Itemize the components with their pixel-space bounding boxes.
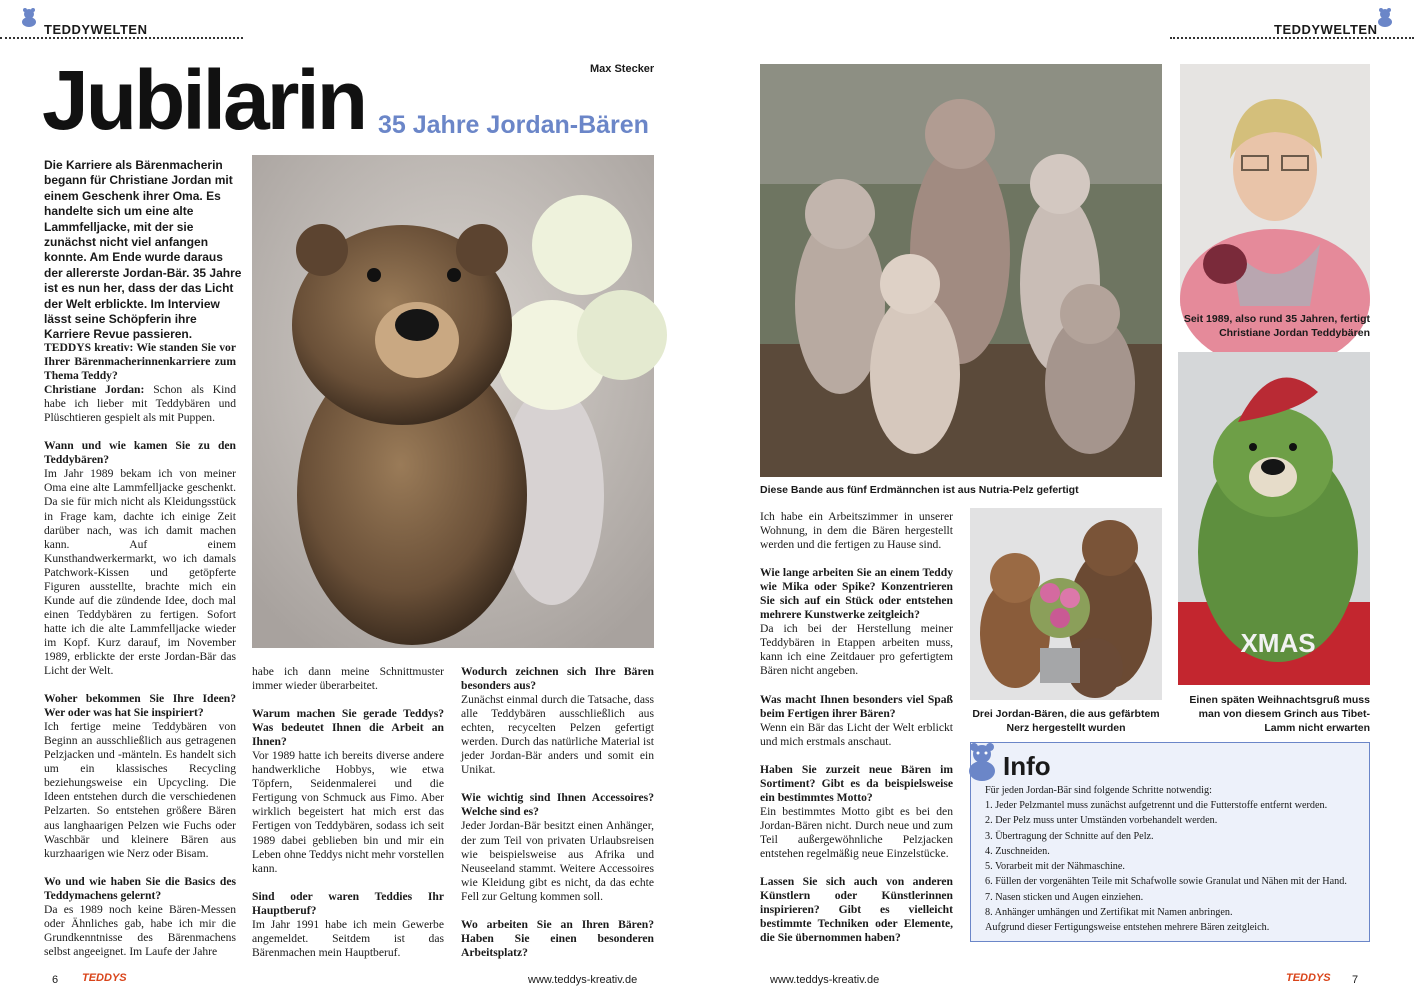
question: Wo arbeiten Sie an Ihren Bären? Haben Sie einen besonderen Arbeitsplatz? — [461, 917, 654, 959]
question: TEDDYS kreativ: Wie standen Sie vor Ihrer Bärenmacherinnenkarriere zum Thema Teddy? — [44, 341, 236, 383]
header-rule-right — [1170, 37, 1414, 39]
question: Wie wichtig sind Ihnen Accessoires? Welche sind es? — [461, 791, 654, 819]
main-bear-photo — [252, 155, 654, 648]
footer-url-right[interactable]: www.teddys-kreativ.de — [770, 974, 880, 986]
info-step: 6. Füllen der vorgenähten Teile mit Schafwolle sowie Granulat und Nähen mit der Hand. — [985, 876, 1347, 888]
answer: Vor 1989 hatte ich bereits diverse andere handwerkliche Hobbys, wie etwa Töpfern, Seidenmalerei und die Fertigung von Schmuck aus Fimo. Aber wirklich begeistert hat mich erst das Fertigen von Teddybären, sodass ich seit 1989 dabei geblieben bin und mir ein Leben ohne Teddys nicht mehr vorstellen kann. — [252, 749, 444, 875]
info-closing: Aufgrund dieser Fertigungsweise entstehen mehrere Bären zeitgleich. — [985, 922, 1270, 934]
article-subtitle: 35 Jahre Jordan-Bären — [378, 111, 649, 139]
text-column-3 — [461, 665, 654, 959]
info-step: 3. Übertragung der Schnitte auf den Pelz. — [985, 830, 1154, 842]
article-intro: Die Karriere als Bärenmacherin begann für Christiane Jordan mit einem Geschenk ihrer Oma. Es handelte sich um eine alte Lammfelljacke, mit der sie zunächst nicht viel anfangen konnte. Am Ende wurde daraus der allererste Jordan-Bär. 35 Jahre ist es nun her, dass der das Licht der Welt erblickte. Im Interview lässt seine Schöpferin ihre Karriere Revue passieren. — [44, 158, 242, 342]
answer: Im Jahr 1989 bekam ich von meiner Oma eine alte Lammfelljacke geschenkt. Da sie für mich nicht als Kleidungsstück in Frage kam, dachte ich einige Zeit darüber nach, was ich damit machen kann. Auf einem Kunsthandwerkermarkt, wo ich damals Patchwork-Kissen und getöpferte Figuren ausstellte, brachte mich ein Kunde auf die zündende Idee, doch mal einen Teddybären zu fertigen. Sofort hatte ich die alte Lammfelljacke wieder im Kopf. Kurz darauf, im November 1989, erblickte der erste Jordan-Bär das Licht der Welt. — [44, 467, 236, 678]
grinch-bear-photo — [1178, 352, 1370, 685]
meerkats-photo — [760, 64, 1162, 477]
page-number-right: 7 — [1352, 974, 1359, 986]
question: Was macht Ihnen besonders viel Spaß beim Fertigen ihrer Bären? — [760, 692, 953, 720]
info-step: 1. Jeder Pelzmantel muss zunächst aufgetrennt und die Futterstoffe entfernt werden. — [985, 800, 1328, 811]
teddys-logo: TEDDYS — [1286, 972, 1331, 984]
question: Haben Sie zurzeit neue Bären im Sortiment? Gibt es da beispielsweise ein bestimmtes Motto? — [760, 762, 953, 804]
question: Wodurch zeichnen sich Ihre Bären besonders aus? — [461, 665, 654, 693]
question: Wann und wie kamen Sie zu den Teddybären? — [44, 439, 236, 467]
question: Lassen Sie sich auch von anderen Künstlern oder Künstlerinnen inspirieren? Gibt es vielleicht bestimmte Techniken oder Elemente, die Sie übernommen haben? — [760, 875, 953, 945]
text-column-1 — [44, 341, 236, 958]
text-column-2 — [252, 665, 444, 959]
teddy-info-icon — [963, 741, 1001, 786]
info-title: Info — [1003, 751, 1051, 781]
article-title: Jubilarin — [42, 53, 366, 147]
section-label-left: TEDDYWELTEN — [44, 22, 148, 37]
info-step: 2. Der Pelz muss unter Umständen vorbehandelt werden. — [985, 815, 1218, 827]
answer: Schon als Kind habe ich lieber mit Teddybären und Plüschtieren gespielt als mit Puppen. — [44, 383, 236, 425]
answer: Wenn ein Bär das Licht der Welt erblickt und mich erstmals anschaut. — [760, 720, 953, 748]
answer: Ein bestimmtes Motto gibt es bei den Jordan-Bären nicht. Durch neue und zum Teil außergewöhnliche Pelzjacken entstehen regelmäßig neue Einzelstücke. — [760, 804, 953, 860]
header-rule-left — [0, 37, 243, 39]
question: Woher bekommen Sie Ihre Ideen? Wer oder was hat Sie inspiriert? — [44, 692, 236, 720]
info-step: 5. Vorarbeit mit der Nähmaschine. — [985, 861, 1125, 873]
three-bears-photo — [970, 508, 1162, 700]
portrait-photo — [1180, 64, 1370, 306]
answer: Ich habe ein Arbeitszimmer in unserer Wohnung, in dem die Bären hergestellt werden und die fertigen zu Hause sind. — [760, 510, 953, 552]
question: Warum machen Sie gerade Teddys? Was bedeutet Ihnen die Arbeit an Ihnen? — [252, 707, 444, 749]
author-name: Max Stecker — [590, 63, 655, 75]
info-lead: Für jeden Jordan-Bär sind folgende Schritte notwendig: — [985, 785, 1212, 796]
answer: Da es 1989 noch keine Bären-Messen oder Ähnliches gab, habe ich mir die Grundkenntnisse des Bärenmachens selbst angeeignet. Im Laufe der Jahre — [44, 902, 236, 958]
caption-portrait: Seit 1989, also rund 35 Jahren, fertigt Christiane Jordan Teddybären — [1183, 313, 1370, 339]
caption-three-bears: Drei Jordan-Bären, die aus gefärbtem Nerz hergestellt wurden — [972, 708, 1160, 734]
text-column-4 — [760, 510, 953, 955]
question: Wo und wie haben Sie die Basics des Teddymachens gelernt? — [44, 874, 236, 902]
question: Sind oder waren Teddies Ihr Hauptberuf? — [252, 889, 444, 917]
info-step: 4. Zuschneiden. — [985, 845, 1050, 857]
answer: habe ich dann meine Schnittmuster immer wieder überarbeitet. — [252, 665, 444, 693]
page-number-left: 6 — [52, 974, 59, 986]
info-box — [970, 742, 1370, 942]
answer: Da ich bei der Herstellung meiner Teddybären in Etappen arbeiten muss, kann ich eine Zeitdauer pro gefertigtem Bären nicht angeben. — [760, 622, 953, 678]
answer: Jeder Jordan-Bär besitzt einen Anhänger, der zum Teil von privaten Urlaubsreisen wie beispielsweise aus Afrika und Neuseeland stammt. Weitere Accessoires wie Kleidung gibt es nicht, da das echte Fell zur Geltung kommen soll. — [461, 819, 654, 903]
section-label-right: TEDDYWELTEN — [1274, 22, 1378, 37]
question: Wie lange arbeiten Sie an einem Teddy wie Mika oder Spike? Konzentrieren Sie sich auf ein Stück oder entstehen mehrere Kunstwerke zeitgleich? — [760, 566, 953, 622]
teddys-logo: TEDDYS — [82, 972, 127, 984]
info-steps — [985, 798, 1365, 936]
info-step: 7. Nasen sticken und Augen einziehen. — [985, 891, 1144, 903]
footer-url-left[interactable]: www.teddys-kreativ.de — [528, 974, 638, 986]
info-step: 8. Anhänger umhängen und Zertifikat mit Namen anbringen. — [985, 907, 1233, 919]
answer: Zunächst einmal durch die Tatsache, dass alle Teddybären ausschließlich aus echten, recycelten Pelzen gefertigt werden. Durch das natürliche Material ist jeder Jordan-Bär anders und somit ein Unikat. — [461, 693, 654, 777]
speaker-name: Christiane Jordan: — [44, 383, 145, 397]
xmas-sign: XMAS — [1240, 628, 1316, 658]
teddy-logo-icon — [1374, 6, 1396, 33]
caption-meerkats: Diese Bande aus fünf Erdmännchen ist aus Nutria-Pelz gefertigt — [760, 484, 1079, 496]
answer: Ich fertige meine Teddybären von Beginn an ausschließlich aus getragenen Pelzjacken und -mänteln. Es handelt sich um ein klassisches Recycling beziehungsweise ein Upcycling. Die Ideen entstehen durch die verschiedenen Pelzarten. So entstehen größere Bären aus langhaarigen Pelzen wie Fuchs oder Waschbär und kleinere Bären aus kurzhaarigen wie Nerz oder Bisam. — [44, 720, 236, 860]
answer: Im Jahr 1991 habe ich mein Gewerbe angemeldet. Seitdem ist das Bärenmachen mein Hauptberuf. — [252, 917, 444, 959]
caption-grinch: Einen späten Weihnachtsgruß muss man von diesem Grinch aus Tibet-Lamm nicht erwarten — [1189, 694, 1370, 734]
teddy-logo-icon — [18, 6, 40, 33]
